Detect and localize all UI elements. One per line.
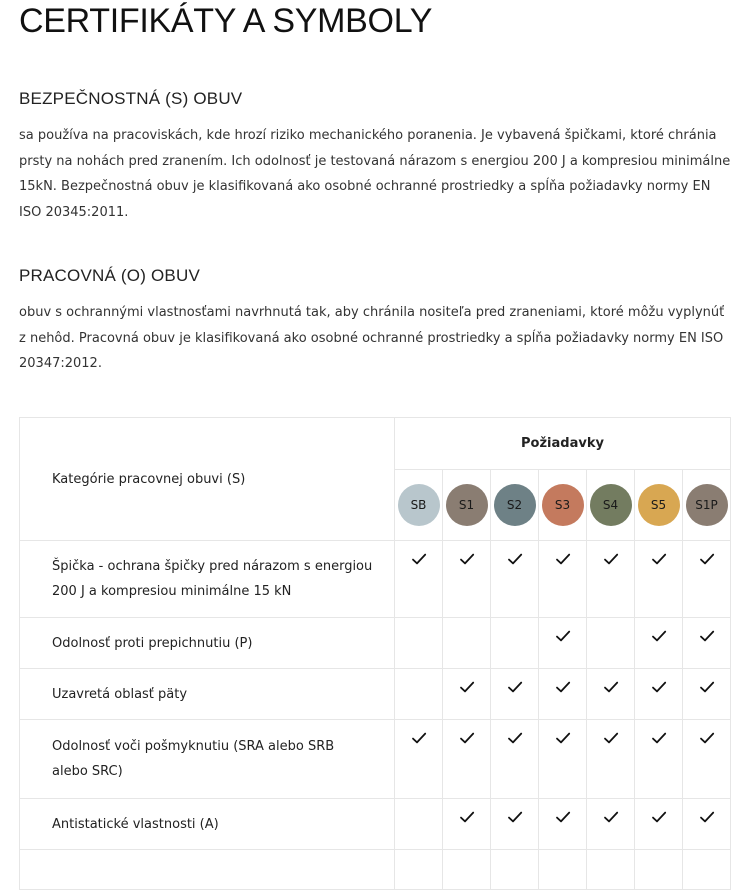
symbol-cell bbox=[587, 470, 635, 541]
symbol-badge-s1: S1 bbox=[446, 484, 488, 526]
checkmark-icon bbox=[555, 814, 571, 829]
check-cell bbox=[587, 720, 635, 799]
check-cell bbox=[395, 850, 443, 890]
section-text-safety: sa používa na pracoviskách, kde hrozí riziko mechanického poranenia. Je vybavená špičkami, ktoré chránia prsty na nohách pred zranením. Ich odolnosť je testovaná nárazom s energiou 200 J a kompresiou minimálne 15kN. Bezpečnostná obuv je klasifikovaná ako osobné ochranné prostriedky a spĺňa požiadavky normy EN ISO 20345:2011. bbox=[19, 128, 731, 220]
checkmark-icon bbox=[603, 556, 619, 571]
checkmark-icon bbox=[507, 684, 523, 699]
checkmark-icon bbox=[459, 735, 475, 750]
check-cell bbox=[491, 669, 539, 720]
checkmark-icon bbox=[651, 735, 667, 750]
table-row bbox=[20, 799, 731, 850]
symbol-badge-s3: S3 bbox=[542, 484, 584, 526]
checkmark-icon bbox=[555, 556, 571, 571]
checkmark-icon bbox=[699, 684, 715, 699]
symbol-cell bbox=[635, 470, 683, 541]
check-cell bbox=[683, 669, 731, 720]
checkmark-icon bbox=[411, 735, 427, 750]
symbol-cell bbox=[539, 470, 587, 541]
check-cell bbox=[635, 541, 683, 618]
checkmark-icon bbox=[699, 814, 715, 829]
check-cell bbox=[635, 799, 683, 850]
check-cell bbox=[539, 669, 587, 720]
row-label: Antistatické vlastnosti (A) bbox=[20, 799, 395, 850]
row-label: Odolnosť proti prepichnutiu (P) bbox=[20, 618, 395, 669]
check-cell bbox=[683, 618, 731, 669]
symbol-cell bbox=[491, 470, 539, 541]
check-cell bbox=[587, 799, 635, 850]
check-cell bbox=[587, 618, 635, 669]
check-cell bbox=[587, 850, 635, 890]
checkmark-icon bbox=[651, 814, 667, 829]
checkmark-icon bbox=[651, 633, 667, 648]
page-title: CERTIFIKÁTY A SYMBOLY bbox=[19, 2, 433, 40]
checkmark-icon bbox=[459, 556, 475, 571]
checkmark-icon bbox=[555, 735, 571, 750]
check-cell bbox=[587, 669, 635, 720]
row-label: Špička - ochrana špičky pred nárazom s energiou 200 J a kompresiou minimálne 15 kN bbox=[20, 541, 395, 618]
checkmark-icon bbox=[651, 684, 667, 699]
section-heading-work: PRACOVNÁ (O) OBUV bbox=[19, 266, 200, 285]
table-row bbox=[20, 669, 731, 720]
checkmark-icon bbox=[507, 556, 523, 571]
check-cell bbox=[491, 850, 539, 890]
symbol-badge-sb: SB bbox=[398, 484, 440, 526]
check-cell bbox=[443, 850, 491, 890]
table-body bbox=[20, 541, 731, 890]
check-cell bbox=[443, 618, 491, 669]
check-cell bbox=[539, 618, 587, 669]
check-cell bbox=[395, 720, 443, 799]
checkmark-icon bbox=[651, 556, 667, 571]
check-cell bbox=[635, 850, 683, 890]
check-cell bbox=[443, 541, 491, 618]
checkmark-icon bbox=[603, 735, 619, 750]
check-cell bbox=[443, 720, 491, 799]
check-cell bbox=[683, 850, 731, 890]
check-cell bbox=[539, 720, 587, 799]
check-cell bbox=[443, 799, 491, 850]
checkmark-icon bbox=[411, 556, 427, 571]
row-label: Odolnosť voči pošmyknutiu (SRA alebo SRB alebo SRC) bbox=[20, 720, 395, 799]
table-row bbox=[20, 541, 731, 618]
check-cell bbox=[395, 669, 443, 720]
check-cell bbox=[683, 799, 731, 850]
table-row bbox=[20, 720, 731, 799]
section-text-work: obuv s ochrannými vlastnosťami navrhnutá tak, aby chránila nositeľa pred zraneniami, ktoré môžu vyplynúť z nehôd. Pracovná obuv je klasifikovaná ako osobné ochranné prostriedky a spĺňa požiadavky normy EN ISO 20347:2012. bbox=[19, 305, 725, 371]
check-cell bbox=[395, 541, 443, 618]
row-label: Uzavretá oblasť päty bbox=[20, 669, 395, 720]
symbol-badge-s2: S2 bbox=[494, 484, 536, 526]
check-cell bbox=[539, 799, 587, 850]
check-cell bbox=[539, 541, 587, 618]
checkmark-icon bbox=[555, 633, 571, 648]
check-cell bbox=[683, 720, 731, 799]
check-cell bbox=[443, 669, 491, 720]
table-row bbox=[20, 850, 731, 890]
check-cell bbox=[395, 618, 443, 669]
check-cell bbox=[491, 618, 539, 669]
table-row bbox=[20, 618, 731, 669]
checkmark-icon bbox=[603, 684, 619, 699]
table-header-row bbox=[20, 418, 731, 470]
checkmark-icon bbox=[699, 735, 715, 750]
check-cell bbox=[635, 618, 683, 669]
section-heading-safety: BEZPEČNOSTNÁ (S) OBUV bbox=[19, 89, 243, 108]
check-cell bbox=[587, 541, 635, 618]
check-cell bbox=[491, 799, 539, 850]
check-cell bbox=[539, 850, 587, 890]
symbol-badge-s5: S5 bbox=[638, 484, 680, 526]
symbol-badge-s1p: S1P bbox=[686, 484, 728, 526]
requirements-table bbox=[19, 417, 731, 890]
checkmark-icon bbox=[459, 684, 475, 699]
checkmark-icon bbox=[555, 684, 571, 699]
checkmark-icon bbox=[507, 735, 523, 750]
check-cell bbox=[491, 720, 539, 799]
check-cell bbox=[635, 669, 683, 720]
category-header: Kategórie pracovnej obuvi (S) bbox=[20, 418, 395, 541]
checkmark-icon bbox=[459, 814, 475, 829]
checkmark-icon bbox=[603, 814, 619, 829]
check-cell bbox=[491, 541, 539, 618]
symbol-cell bbox=[683, 470, 731, 541]
check-cell bbox=[683, 541, 731, 618]
requirements-header: Požiadavky bbox=[395, 418, 731, 470]
checkmark-icon bbox=[699, 633, 715, 648]
symbol-cell bbox=[443, 470, 491, 541]
checkmark-icon bbox=[507, 814, 523, 829]
checkmark-icon bbox=[699, 556, 715, 571]
check-cell bbox=[635, 720, 683, 799]
symbol-badge-s4: S4 bbox=[590, 484, 632, 526]
row-label bbox=[20, 850, 395, 890]
symbol-cell bbox=[395, 470, 443, 541]
check-cell bbox=[395, 799, 443, 850]
